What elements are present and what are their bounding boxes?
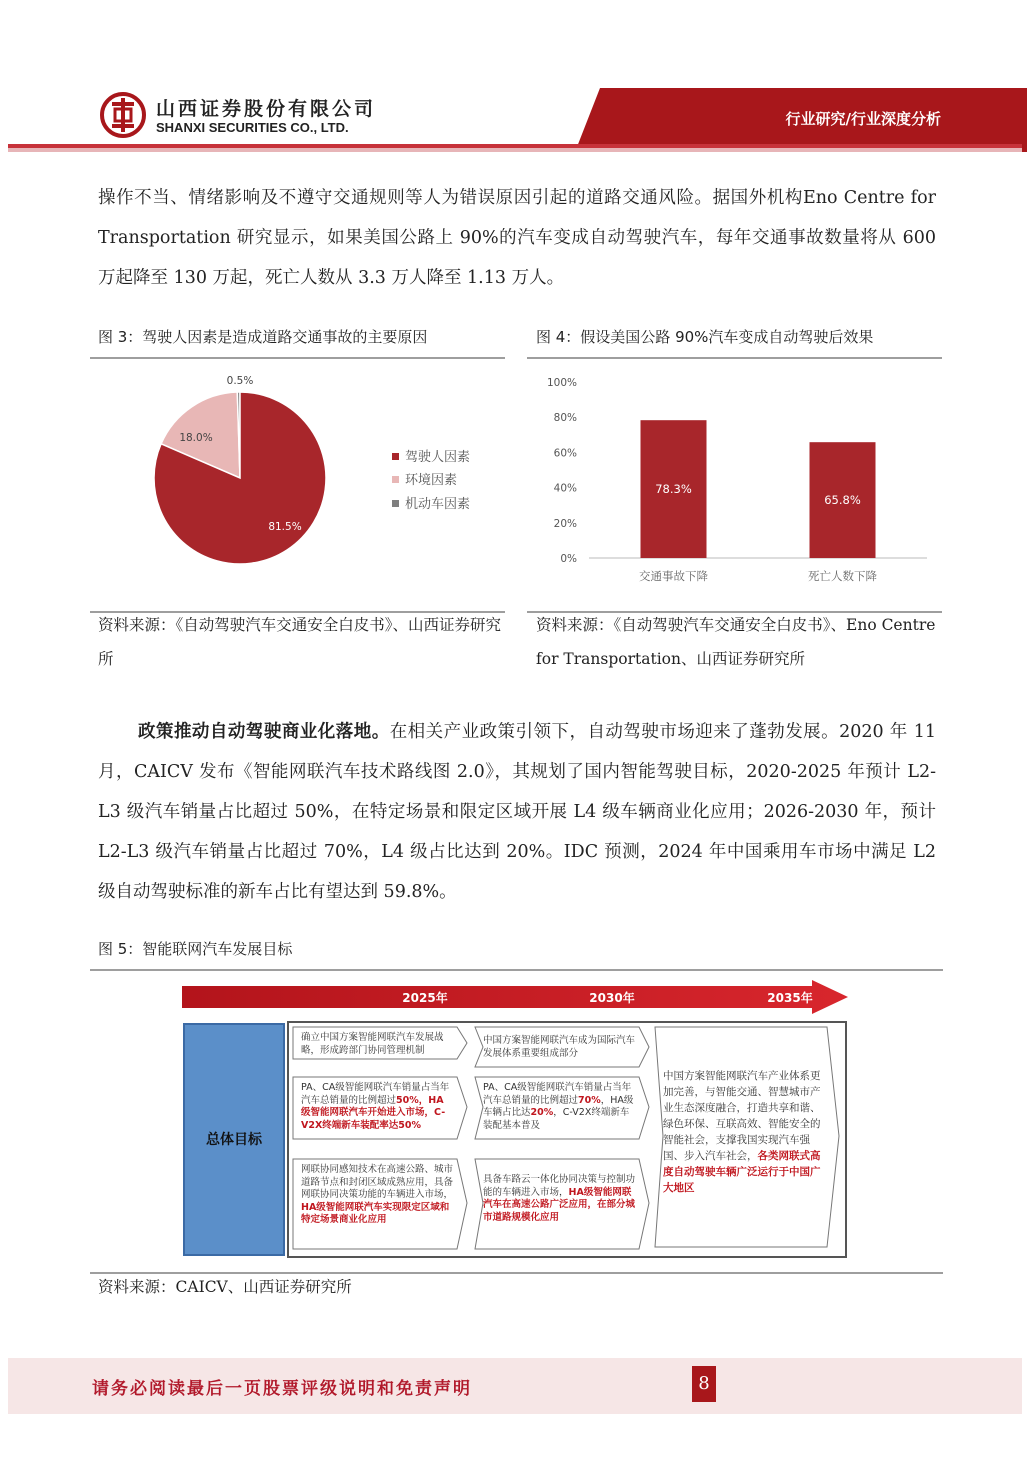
shanxi-securities-logo-icon <box>100 92 146 138</box>
goal-2030-tech <box>477 1170 649 1228</box>
goal-2025-tech-text: 网联协同感知技术在高速公路、城市道路节点和封闭区域成熟应用，具备网联协同决策功能的车辆进入市场， <box>301 1164 454 1200</box>
x-category-label: 交通事故下降 <box>639 569 708 583</box>
bar-data-label: 78.3% <box>655 482 692 497</box>
report-category-tag: 行业研究/行业深度分析 <box>785 110 941 128</box>
goal-2030-sales <box>477 1078 649 1136</box>
goal-2030-sales-tail-2: ，C-V2X终端新车装配基本普及 <box>483 1107 630 1131</box>
legend-swatch-env <box>392 476 399 483</box>
overall-goal-label: 总体目标 <box>206 1132 262 1148</box>
fig4-source-text: 《自动驾驶汽车交通安全白皮书》、Eno Centre for Transportation、山西证券研究所 <box>536 616 936 668</box>
fig5-top-rule <box>90 969 943 971</box>
fig5-source <box>98 1270 698 1304</box>
fig4-source-label: 资料来源： <box>536 616 614 634</box>
goal-2025-sales-highlight: 50%，HA级智能网联汽车开始进入市场，C-V2X终端新车装配率达50% <box>301 1094 446 1131</box>
goal-2030-tech-text: 具备车路云一体化协同决策与控制功能的车辆进入市场， <box>483 1174 636 1198</box>
goal-2035-vision-text: 中国方案智能网联汽车产业体系更加完善，与智能交通、智慧城市产业生态深度融合，打造共享和谐、绿色环保、互联高效、智能安全的智能社会，支撑我国实现汽车强国、步入汽车社会， <box>663 1070 821 1162</box>
goal-2035-vision <box>657 1064 837 1200</box>
fig4-bar-chart <box>527 362 942 607</box>
goal-2025-tech-highlight: HA级智能网联汽车实现限定区域和特定场景商业化应用 <box>301 1201 450 1225</box>
timeline-year-2025: 2025年 <box>402 991 448 1005</box>
y-tick-label: 80% <box>553 412 577 425</box>
legend-label-driver: 驾驶人因素 <box>405 450 471 465</box>
goal-2030-sales-highlight-2: 20% <box>530 1107 554 1118</box>
goal-2030-tech-highlight: HA级智能网联汽车在高速公路广泛应用，在部分城市道路规模化应用 <box>483 1186 636 1223</box>
legend-swatch-machine <box>392 500 399 507</box>
fig3-source-text: 《自动驾驶汽车交通安全白皮书》、山西证券研究所 <box>98 616 502 668</box>
paragraph2-lead: 政策推动自动驾驶商业化落地。 <box>138 722 390 742</box>
y-tick-label: 40% <box>553 482 577 495</box>
goal-2025-tech <box>295 1160 467 1231</box>
pie-label-driver: 81.5% <box>268 521 302 533</box>
y-tick-label: 60% <box>553 447 577 460</box>
goal-2025-strategy <box>295 1028 467 1061</box>
timeline-year-2030: 2030年 <box>589 991 635 1005</box>
pie-label-env: 18.0% <box>179 432 213 444</box>
fig3-source <box>98 608 503 676</box>
pie-legend <box>392 449 470 512</box>
page-number: 8 <box>692 1366 716 1402</box>
legend-label-env: 环境因素 <box>405 473 458 488</box>
fig3-pie-chart <box>90 362 505 607</box>
overall-goal-box <box>183 1023 285 1256</box>
goal-2030-sales-tail: ，HA级车辆占比达 <box>483 1094 634 1118</box>
x-category-label: 死亡人数下降 <box>808 569 877 583</box>
y-tick-label: 20% <box>553 517 577 530</box>
goal-2025-strategy-text: 确立中国方案智能网联汽车发展战略，形成跨部门协同管理机制 <box>301 1032 444 1056</box>
body-paragraph-1: 操作不当、情绪影响及不遵守交通规则等人为错误原因引起的道路交通风险。据国外机构Eno Centre for Transportation 研究显示，如果美国公路上 90%的汽车变成自动驾驶汽车，每年交通事故数量将从 600 万起降至 130 万起，死亡人数从 3.3 万人降至 1.13 万人。 <box>98 188 936 288</box>
goal-2035-vision-highlight: 各类网联式高度自动驾驶车辆广泛运行于中国广大地区 <box>663 1150 821 1194</box>
fig3-source-label: 资料来源： <box>98 616 176 634</box>
fig5-source-text: CAICV、山西证券研究所 <box>175 1278 352 1296</box>
goal-2030-sales-highlight-1: 70% <box>578 1094 601 1106</box>
goal-2025-sales-text: PA、CA级智能网联汽车销量占当年汽车总销量的比例超过 <box>301 1082 450 1106</box>
goal-2030-strategy-text: 中国方案智能网联汽车成为国际汽车发展体系重要组成部分 <box>483 1035 636 1059</box>
goal-2025-sales <box>295 1078 467 1136</box>
company-name-en: SHANXI SECURITIES CO., LTD. <box>156 120 349 135</box>
company-name-cn: 山西证券股份有限公司 <box>156 98 377 120</box>
body-paragraph-2 <box>98 712 936 912</box>
fig5-title: 图 5：智能联网汽车发展目标 <box>98 940 293 958</box>
legend-label-machine: 机动车因素 <box>405 497 471 512</box>
fig4-source <box>536 608 936 676</box>
fig3-top-rule <box>90 357 505 359</box>
y-tick-label: 0% <box>560 553 577 565</box>
timeline-arrow <box>180 980 852 1016</box>
disclaimer-notice: 请务必阅读最后一页股票评级说明和免责声明 <box>92 1379 472 1399</box>
goal-2030-sales-text: PA、CA级智能网联汽车销量占当年汽车总销量的比例超过 <box>483 1082 632 1106</box>
fig4-title: 图 4：假设美国公路 90%汽车变成自动驾驶后效果 <box>536 328 874 346</box>
fig4-top-rule <box>527 357 942 359</box>
bar-data-label: 65.8% <box>824 493 861 508</box>
legend-swatch-driver <box>392 453 399 460</box>
goal-2030-strategy <box>477 1031 649 1064</box>
timeline-year-2035: 2035年 <box>767 991 813 1005</box>
page-header <box>0 80 1027 152</box>
fig3-title: 图 3：驾驶人因素是造成道路交通事故的主要原因 <box>98 328 428 346</box>
fig5-source-label: 资料来源： <box>98 1278 176 1296</box>
paragraph2-body: 在相关产业政策引领下，自动驾驶市场迎来了蓬勃发展。2020 年 11 月，CAICV 发布《智能网联汽车技术路线图 2.0》，其规划了国内智能驾驶目标，2020-2025 年预计 L2-L3 级汽车销量占比超过 50%，在特定场景和限定区域开展 L4 级车辆商业化应用；2026-2030 年，预计 L2-L3 级汽车销量占比超过 70%，L4 级占比达到 20%。IDC 预测，2024 年中国乘用车市场中满足 L2 级自动驾驶标准的新车占比有望达到 59.8%。 <box>98 722 937 902</box>
pie-label-machine: 0.5% <box>226 375 254 387</box>
y-tick-label: 100% <box>546 377 577 389</box>
